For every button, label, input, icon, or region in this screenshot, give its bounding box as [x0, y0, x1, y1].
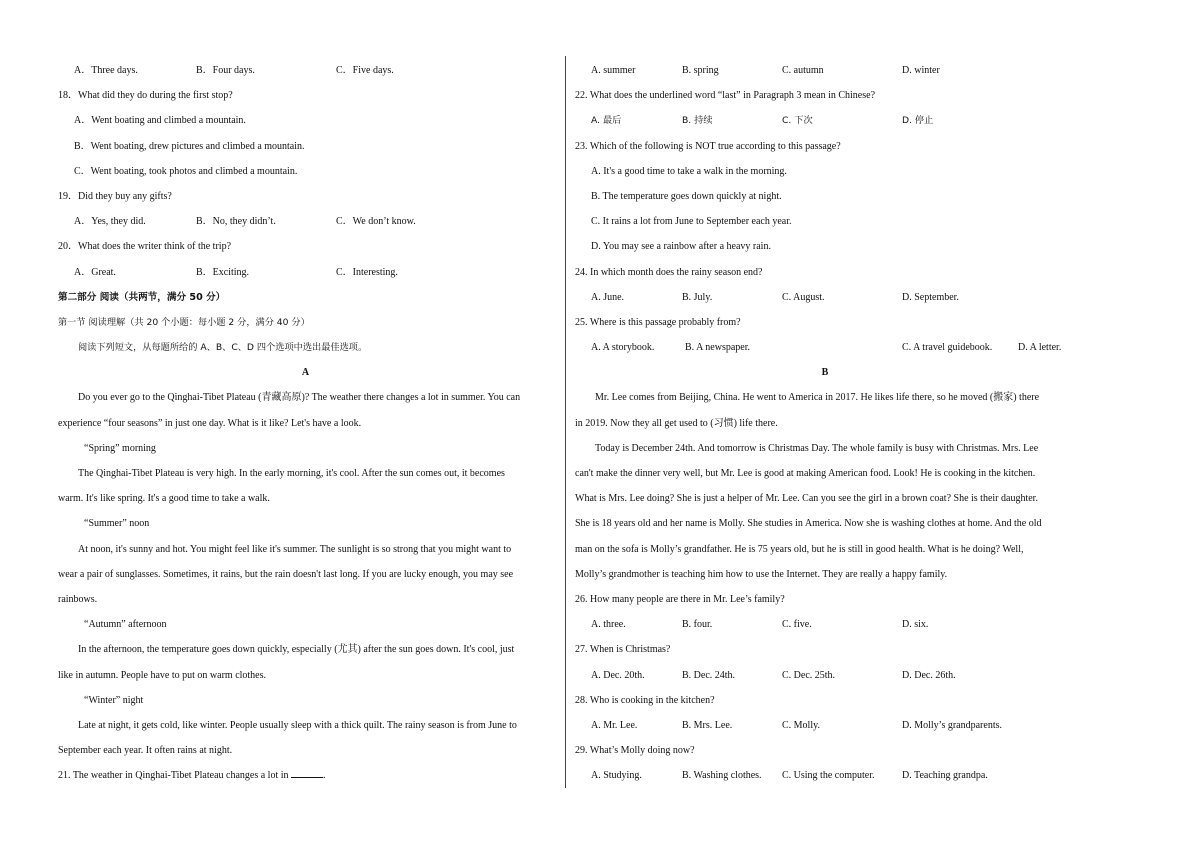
q27-question: 27. When is Christmas?: [575, 644, 671, 656]
q26-option-b: B. four.: [682, 619, 713, 631]
q21-option-d: D. winter: [902, 65, 940, 76]
part2-heading: 第二部分 阅读（共两节，满分 50 分）: [58, 291, 226, 303]
passage-b-line: What is Mrs. Lee doing? She is just a helper of Mr. Lee. Can you see the girl in a brown coat? She is their daughter.: [575, 493, 1038, 505]
q21-question: 21. The weather in Qinghai-Tibet Plateau changes a lot in .: [58, 763, 553, 788]
q17-option-b: B．Four days.: [196, 65, 255, 76]
spring-line: warm. It's like spring. It's a good time to take a walk.: [58, 493, 270, 505]
q21-options: [575, 58, 1075, 83]
autumn-line: In the afternoon, the temperature goes down quickly, especially (尤其) after the sun goes down. It's cool, just: [78, 644, 515, 656]
winter-line: September each year. It often rains at night.: [58, 745, 233, 757]
passage-b-line: Molly’s grandmother is teaching him how to use the Internet. They are really a happy family.: [575, 568, 948, 580]
winter-line: Late at night, it gets cold, like winter. People usually sleep with a thick quilt. The rainy season is from June to: [78, 719, 517, 731]
q29-question: 29. What’s Molly doing now?: [575, 745, 695, 757]
q26-option-a: A. three.: [591, 619, 626, 631]
q26-options: [575, 612, 1075, 637]
q26-question: 26. How many people are there in Mr. Lee’s family?: [575, 593, 785, 605]
q22-option-d: D. 停止: [902, 115, 934, 127]
passage-a-title: A: [301, 367, 310, 379]
winter-title: “Winter” night: [84, 694, 144, 706]
q29-option-a: A. Studying.: [591, 770, 642, 782]
q22-option-a: A. 最后: [591, 115, 622, 127]
q27-option-a: A. Dec. 20th.: [591, 669, 645, 681]
passage-b-title: B: [821, 367, 829, 379]
spring-title: “Spring” morning: [84, 442, 156, 454]
q20-question: 20．What does the writer think of the trip?: [58, 241, 232, 253]
q22-question: 22. What does the underlined word “last” in Paragraph 3 mean in Chinese?: [575, 90, 876, 102]
column-divider: [565, 56, 566, 788]
q17-option-a: A．Three days.: [74, 65, 138, 76]
q20-option-a: A．Great.: [74, 266, 116, 278]
q27-option-d: D. Dec. 26th.: [902, 669, 956, 681]
autumn-line: like in autumn. People have to put on warm clothes.: [58, 669, 267, 681]
q28-option-c: C. Molly.: [782, 719, 820, 731]
q24-option-b: B. July.: [682, 291, 713, 303]
passage-b-line: Mr. Lee comes from Beijing, China. He went to America in 2017. He likes life there, so he moved (搬家) there: [595, 392, 1040, 404]
q23-option-a: A. It's a good time to take a walk in the morning.: [591, 165, 787, 177]
q29-option-d: D. Teaching grandpa.: [902, 770, 988, 782]
q24-option-c: C. August.: [782, 291, 825, 303]
q21-option-b: B. spring: [682, 65, 719, 76]
passage-b-line: man on the sofa is Molly’s grandfather. He is 75 years old, but he is still in good health. What is he doing? Well,: [575, 543, 1024, 555]
q29-option-b: B. Washing clothes.: [682, 770, 762, 782]
summer-line: rainbows.: [58, 593, 98, 605]
q25-option-d: D. A letter.: [1018, 342, 1062, 354]
section1-heading: 第一节 阅读理解（共 20 个小题：每小题 2 分，满分 40 分）: [58, 316, 310, 328]
q27-options: [575, 663, 1075, 688]
q28-option-b: B. Mrs. Lee.: [682, 719, 733, 731]
q20-option-b: B．Exciting.: [196, 266, 250, 278]
q19-option-c: C．We don’t know.: [336, 216, 416, 228]
q19-option-b: B．No, they didn’t.: [196, 216, 276, 228]
q21-option-a: A. summer: [591, 65, 636, 76]
summer-line: At noon, it's sunny and hot. You might feel like it's summer. The sunlight is so strong that you might want to: [78, 543, 512, 555]
q23-option-b: B. The temperature goes down quickly at night.: [591, 190, 782, 202]
q22-options: [575, 108, 1075, 133]
q22-option-c: C. 下次: [782, 115, 813, 127]
q29-options: [575, 763, 1075, 788]
q18-option-c: C．Went boating, took photos and climbed a mountain.: [74, 165, 298, 177]
q24-question: 24. In which month does the rainy season end?: [575, 266, 763, 278]
passage-a-line: experience “four seasons” in just one day. What is it like? Let's have a look.: [58, 417, 362, 429]
summer-line: wear a pair of sunglasses. Sometimes, it rains, but the rain doesn't last long. If you are lucky enough, you may see: [58, 568, 514, 580]
left-column: [58, 58, 553, 788]
summer-title: “Summer” noon: [84, 518, 150, 530]
passage-b-line: Today is December 24th. And tomorrow is Christmas Day. The whole family is busy with Christmas. Mrs. Lee: [595, 442, 1039, 454]
q28-options: [575, 713, 1075, 738]
q18-question: 18．What did they do during the first stop?: [58, 90, 233, 102]
q22-option-b: B. 持续: [682, 115, 713, 127]
q24-option-d: D. September.: [902, 291, 959, 303]
q17-options: [58, 58, 553, 83]
autumn-title: “Autumn” afternoon: [84, 619, 167, 631]
q25-option-a: A. A storybook.: [591, 342, 655, 354]
q23-option-d: D. You may see a rainbow after a heavy rain.: [591, 241, 771, 253]
answer-blank: [291, 767, 323, 778]
q20-options: [58, 260, 553, 285]
passage-b-line: can't make the dinner very well, but Mr. Lee is good at making American food. Look! He is cooking in the kitchen.: [575, 468, 1036, 479]
q23-question: 23. Which of the following is NOT true according to this passage?: [575, 140, 841, 152]
q19-option-a: A．Yes, they did.: [74, 216, 146, 228]
q28-option-d: D. Molly’s grandparents.: [902, 719, 1002, 731]
passage-b-line: She is 18 years old and her name is Molly. She studies in America. Now she is washing clothes at home. And the old: [575, 518, 1042, 530]
q28-option-a: A. Mr. Lee.: [591, 719, 638, 731]
q27-option-c: C. Dec. 25th.: [782, 669, 836, 681]
q19-options: [58, 209, 553, 234]
q25-option-c: C. A travel guidebook.: [902, 342, 993, 354]
q18-option-a: A．Went boating and climbed a mountain.: [74, 115, 246, 127]
passage-b-line: in 2019. Now they all get used to (习惯) life there.: [575, 417, 778, 429]
q21-question-text: 21. The weather in Qinghai-Tibet Plateau changes a lot in: [58, 770, 289, 782]
q21-option-c: C. autumn: [782, 65, 824, 76]
q25-option-b: B. A newspaper.: [685, 342, 750, 354]
q24-options: [575, 285, 1075, 310]
q25-question: 25. Where is this passage probably from?: [575, 316, 741, 328]
reading-instruction: 阅读下列短文，从每题所给的 A、B、C、D 四个选项中选出最佳选项。: [78, 342, 368, 354]
q26-option-c: C. five.: [782, 619, 812, 631]
q24-option-a: A. June.: [591, 291, 625, 303]
q28-question: 28. Who is cooking in the kitchen?: [575, 694, 715, 706]
q27-option-b: B. Dec. 24th.: [682, 669, 736, 681]
passage-a-line: Do you ever go to the Qinghai-Tibet Plateau (青藏高原)? The weather there changes a lot in summer. You can: [78, 392, 521, 404]
q17-option-c: C．Five days.: [336, 65, 394, 76]
q18-option-b: B．Went boating, drew pictures and climbed a mountain.: [74, 140, 305, 152]
spring-line: The Qinghai-Tibet Plateau is very high. In the early morning, it's cool. After the sun comes out, it becomes: [78, 468, 505, 479]
q29-option-c: C. Using the computer.: [782, 770, 875, 782]
q25-options: [575, 335, 1075, 360]
q20-option-c: C．Interesting.: [336, 266, 398, 278]
right-column: [575, 58, 1075, 788]
q26-option-d: D. six.: [902, 619, 929, 631]
q19-question: 19．Did they buy any gifts?: [58, 190, 172, 202]
q23-option-c: C. It rains a lot from June to September each year.: [591, 216, 792, 228]
